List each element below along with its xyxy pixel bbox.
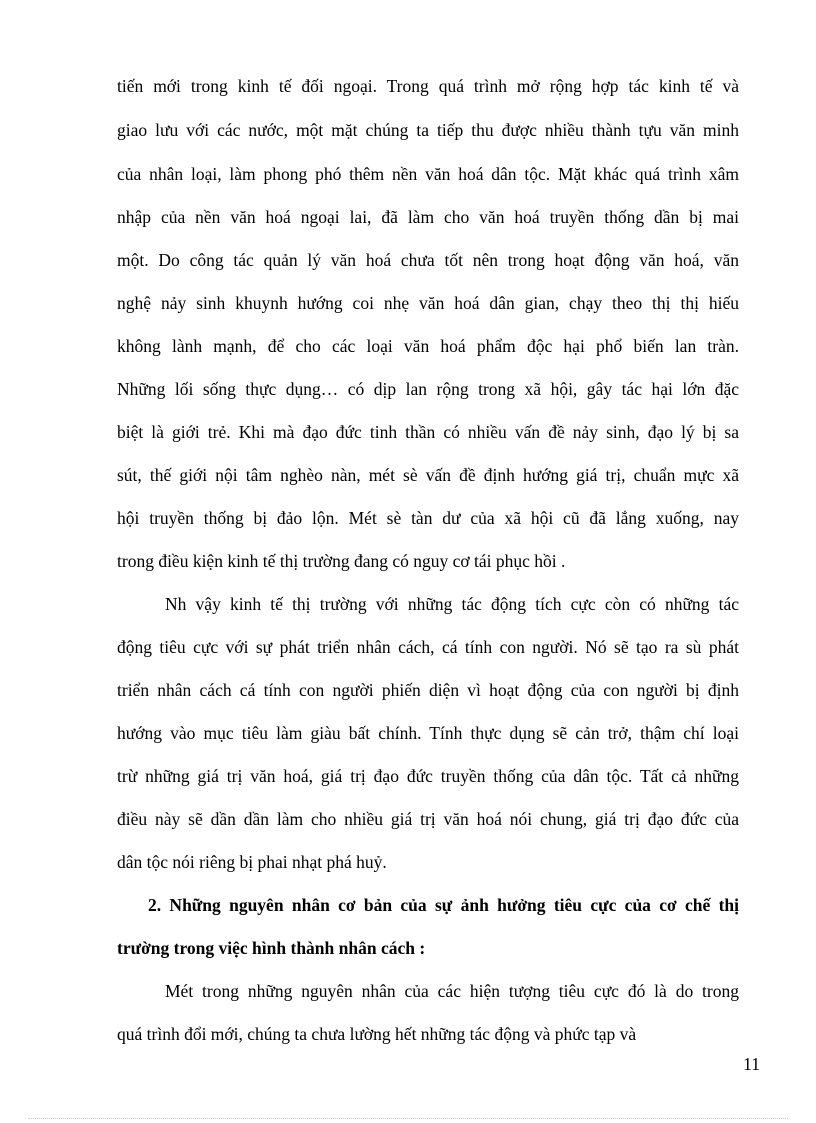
text-line: quá trình đổi mới, chúng ta chưa lường hết những tác động và phức tạp và	[117, 1024, 637, 1044]
text-line: hướng vào mục tiêu làm giàu bất chính. Tính thực dụng sẽ cản trở, thậm chí loại	[117, 723, 739, 743]
text-line: động tiêu cực với sự phát triển nhân cách, cá tính con người. Nó sẽ tạo ra sù phát	[117, 637, 739, 657]
heading-line: 2. Những nguyên nhân cơ bản của sự ảnh hưởng tiêu cực của cơ chế thị	[148, 895, 739, 915]
heading-line: trường trong việc hình thành nhân cách :	[117, 938, 426, 958]
text-line: nghệ nảy sinh khuynh hướng coi nhẹ văn hoá dân gian, chạy theo thị thị hiếu	[117, 293, 739, 313]
text-line: một. Do công tác quản lý văn hoá chưa tốt nên trong hoạt động văn hoá, văn	[117, 250, 739, 270]
text-line: của nhân loại, làm phong phó thêm nền văn hoá dân tộc. Mặt khác quá trình xâm	[117, 164, 739, 184]
page-bottom-divider	[28, 1118, 788, 1119]
text-line: hội truyền thống bị đảo lộn. Mét sè tàn dư của xã hội cũ đã lắng xuống, nay	[117, 508, 739, 528]
text-line: Nh vậy kinh tế thị trường với những tác động tích cực còn có những tác	[165, 594, 739, 614]
text-line: tiến mới trong kinh tế đối ngoại. Trong quá trình mở rộng hợp tác kinh tế và	[117, 76, 739, 96]
text-line: nhập của nền văn hoá ngoại lai, đã làm cho văn hoá truyền thống dần bị mai	[117, 207, 739, 227]
text-line: trong điều kiện kinh tế thị trường đang có nguy cơ tái phục hồi .	[117, 551, 566, 571]
text-line: dân tộc nói riêng bị phai nhạt phá huỷ.	[117, 852, 387, 872]
text-line: điều này sẽ dần dần làm cho nhiều giá trị văn hoá nói chung, giá trị đạo đức của	[117, 809, 739, 829]
text-line: sút, thế giới nội tâm nghèo nàn, mét sè vấn đề định hướng giá trị, chuẩn mực xã	[117, 465, 739, 485]
text-line: triển nhân cách cá tính con người phiến diện vì hoạt động của con người bị định	[117, 680, 739, 700]
text-line: biệt là giới trẻ. Khi mà đạo đức tinh thần có nhiều vấn đề nảy sinh, đạo lý bị sa	[117, 422, 739, 442]
page-number: 11	[743, 1054, 760, 1074]
text-line: Những lối sống thực dụng… có dịp lan rộng trong xã hội, gây tác hại lớn đặc	[117, 379, 739, 399]
text-line: giao lưu với các nước, một mặt chúng ta tiếp thu được nhiều thành tựu văn minh	[117, 120, 739, 140]
text-line: Mét trong những nguyên nhân của các hiện tượng tiêu cực đó là do trong	[165, 981, 739, 1001]
text-line: không lành mạnh, để cho các loại văn hoá phẩm độc hại phổ biến lan tràn.	[117, 336, 739, 356]
text-line: trừ những giá trị văn hoá, giá trị đạo đức truyền thống của dân tộc. Tất cả những	[117, 766, 739, 786]
